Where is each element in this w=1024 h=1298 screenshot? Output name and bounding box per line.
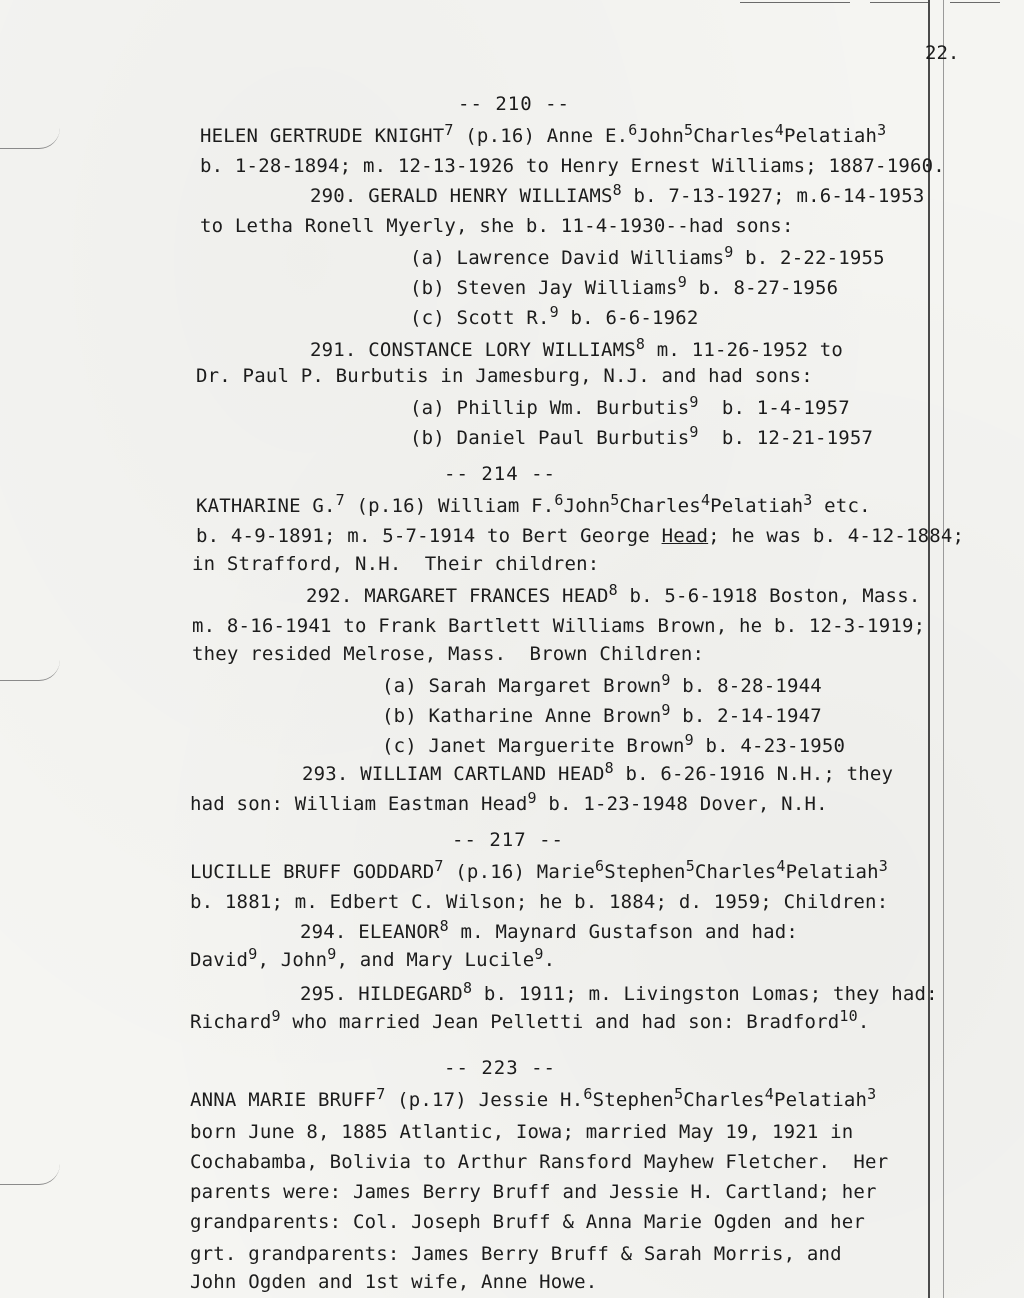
generation-superscript: 8 [439,917,449,935]
entry-line [190,1270,597,1294]
generation-superscript: 5 [684,121,694,139]
entry-line [190,1242,842,1266]
generation-superscript: 8 [608,581,618,599]
entry-line [302,759,894,786]
line-text: ANNA MARIE BRUFF [190,1089,377,1111]
line-text: LUCILLE BRUFF GODDARD [190,861,435,883]
entry-line [300,979,938,1006]
generation-superscript: 4 [764,1085,775,1103]
line-text: Charles [693,125,775,147]
generation-superscript: 8 [604,759,614,777]
line-text: . [543,949,556,971]
generation-superscript: 3 [867,1085,877,1103]
entry-line [200,121,887,148]
entry-line [410,303,699,330]
entry-line [410,273,839,300]
binder-hole-shadow [0,660,60,681]
entry-line [190,945,556,972]
line-text: . [857,1011,870,1033]
line-text: David [190,949,249,971]
entry-line [310,335,844,362]
top-rule-segment [740,2,850,3]
generation-superscript: 9 [724,243,734,261]
right-margin-rule-faint [943,0,944,1298]
entry-line [190,1085,877,1112]
section-heading: -- 210 -- [458,93,570,115]
generation-superscript: 5 [685,857,695,875]
entry-line [190,1210,865,1234]
line-text: Pelatiah [784,125,878,147]
generation-superscript: 9 [534,945,544,963]
line-text: who married Jean Pelletti and had son: Bradford [280,1011,840,1033]
entry-line [382,671,822,698]
generation-superscript: 6 [628,121,638,139]
entry-line [410,423,874,450]
generation-superscript: 7 [376,1085,386,1103]
line-text: b. 1-4-1957 [698,397,850,419]
entry-line [410,393,850,420]
section-heading: -- 217 -- [452,829,564,851]
entry-line [196,364,813,388]
generation-superscript: 3 [803,491,813,509]
line-text: m. 8-16-1941 to Frank Bartlett Williams Brown, he b. 12-3-1919; [192,615,926,637]
generation-superscript: 3 [878,857,888,875]
line-text: born June 8, 1885 Atlantic, Iowa; married May 19, 1921 in [190,1121,854,1143]
line-text: etc. [812,495,871,517]
entry-line [300,917,799,944]
generation-superscript: 7 [434,857,444,875]
section-heading: -- 223 -- [444,1057,556,1079]
line-text: b. 2-22-1955 [733,247,885,269]
generation-superscript: 10 [839,1007,858,1025]
line-text: Richard [190,1011,272,1033]
line-text: m. Maynard Gustafson and had: [448,921,799,943]
entry-line [306,581,921,608]
generation-superscript: 9 [327,945,337,963]
line-text: (p.16) Anne E. [453,125,629,147]
section-heading: -- 214 -- [444,463,556,485]
line-text: , John [257,949,328,971]
entry-line [190,1180,877,1204]
top-rule-segment [870,2,930,3]
generation-superscript: 6 [594,857,605,875]
line-text: John [563,495,611,517]
generation-superscript: 6 [554,491,564,509]
line-text: John [637,125,685,147]
entry-line [192,614,925,638]
entry-line [190,789,828,816]
entry-line [200,214,794,238]
entry-line [190,1007,870,1034]
line-text: Pelatiah [710,495,804,517]
line-text: to Letha Ronell Myerly, she b. 11-4-1930--had sons: [200,215,794,237]
line-text: Charles [683,1089,765,1111]
generation-superscript: 9 [661,671,671,689]
generation-superscript: 5 [610,491,620,509]
generation-superscript: 4 [700,491,711,509]
line-text: Dr. Paul P. Burbutis in Jamesburg, N.J. and had sons: [196,365,813,387]
generation-superscript: 4 [774,121,784,139]
generation-superscript: 8 [462,979,473,997]
line-text: b. 4-9-1891; m. 5-7-1914 to Bert George [196,525,662,547]
line-text: , and Mary Lucile [336,949,535,971]
line-text: b. 5-6-1918 Boston, Mass. [617,585,921,607]
generation-superscript: 7 [335,491,345,509]
entry-line [200,154,945,178]
line-text: b. 12-21-1957 [698,427,874,449]
line-text: 291. CONSTANCE LORY WILLIAMS [310,339,636,361]
entry-line [382,731,846,758]
line-text: b. 6-26-1916 N.H.; they [613,763,894,785]
line-text: (p.16) Marie [443,861,595,883]
generation-superscript: 7 [444,121,454,139]
generation-superscript: 9 [677,273,687,291]
generation-superscript: 9 [689,393,699,411]
generation-superscript: 9 [549,303,559,321]
entry-line [310,181,925,208]
line-text: in Strafford, N.H. Their children: [192,553,600,575]
line-text: had son: William Eastman Head [190,793,528,815]
generation-superscript: 9 [661,701,671,719]
line-text: 293. WILLIAM CARTLAND HEAD [302,763,605,785]
entry-line [196,491,871,518]
line-text: Head [661,525,709,547]
line-text: (b) Daniel Paul Burbutis [410,427,690,449]
line-text: (c) Scott R. [410,307,550,329]
line-text: 295. HILDEGARD [300,983,463,1005]
right-margin-rule [928,0,930,1298]
page-number: 22. [925,42,960,64]
line-text: parents were: James Berry Bruff and Jessie H. Cartland; her [190,1181,877,1203]
line-text: HELEN GERTRUDE KNIGHT [200,125,445,147]
line-text: (a) Lawrence David Williams [410,247,725,269]
line-text: b. 8-28-1944 [670,675,822,697]
binder-hole-shadow [0,1164,60,1185]
line-text: 294. ELEANOR [300,921,440,943]
line-text: b. 1881; m. Edbert C. Wilson; he b. 1884; d. 1959; Children: [190,891,889,913]
entry-line [196,524,964,548]
line-text: m. 11-26-1952 to [645,339,844,361]
line-text: b. 6-6-1962 [558,307,699,329]
line-text: (b) Steven Jay Williams [410,277,678,299]
line-text: b. 8-27-1956 [686,277,839,299]
generation-superscript: 8 [612,181,622,199]
line-text: b. 1-28-1894; m. 12-13-1926 to Henry Ernest Williams; 1887-1960. [200,155,945,177]
line-text: Stephen [592,1089,675,1111]
line-text: b. 7-13-1927; m.6-14-1953 [621,185,925,207]
line-text: (a) Sarah Margaret Brown [382,675,662,697]
line-text: (b) Katharine Anne Brown [382,705,662,727]
line-text: 292. MARGARET FRANCES HEAD [306,585,609,607]
line-text: grandparents: Col. Joseph Bruff & Anna Marie Ogden and her [190,1211,866,1233]
generation-superscript: 8 [635,335,646,353]
top-rule-segment [950,2,1000,3]
line-text: b. 1911; m. Livingston Lomas; they had: [472,983,938,1005]
binder-hole-shadow [0,128,60,149]
entry-line [190,1150,888,1174]
line-text: Pelatiah [785,861,879,883]
line-text: (a) Phillip Wm. Burbutis [410,397,690,419]
entry-line [382,701,822,728]
line-text: b. 1-23-1948 Dover, N.H. [536,793,828,815]
line-text: Pelatiah [774,1089,868,1111]
line-text: (c) Janet Marguerite Brown [382,735,685,757]
line-text: b. 2-14-1947 [670,705,822,727]
entry-line [192,642,704,666]
entry-line [190,857,888,884]
line-text: Cochabamba, Bolivia to Arthur Ransford Mayhew Fletcher. Her [190,1151,889,1173]
entry-line [190,890,888,914]
generation-superscript: 3 [877,121,887,139]
generation-superscript: 5 [674,1085,684,1103]
line-text: grt. grandparents: James Berry Bruff & Sarah Morris, and [190,1243,842,1265]
line-text: 290. GERALD HENRY WILLIAMS [310,185,613,207]
generation-superscript: 9 [689,423,699,441]
line-text: they resided Melrose, Mass. Brown Children: [192,643,705,665]
entry-line [192,552,599,576]
generation-superscript: 9 [248,945,258,963]
generation-superscript: 9 [684,731,694,749]
entry-line [190,1120,853,1144]
line-text: Charles [619,495,701,517]
line-text: John Ogden and 1st wife, Anne Howe. [190,1271,598,1293]
generation-superscript: 9 [271,1007,281,1025]
line-text: (p.17) Jessie H. [385,1089,584,1111]
generation-superscript: 4 [776,857,786,875]
line-text: b. 4-23-1950 [693,735,846,757]
line-text: Charles [694,861,777,883]
entry-line [410,243,885,270]
generation-superscript: 6 [583,1085,593,1103]
line-text: KATHARINE G. [196,495,336,517]
line-text: (p.16) William F. [344,495,555,517]
line-text: Stephen [604,861,686,883]
line-text: ; he was b. 4-12-1884; [708,525,965,547]
generation-superscript: 9 [527,789,537,807]
